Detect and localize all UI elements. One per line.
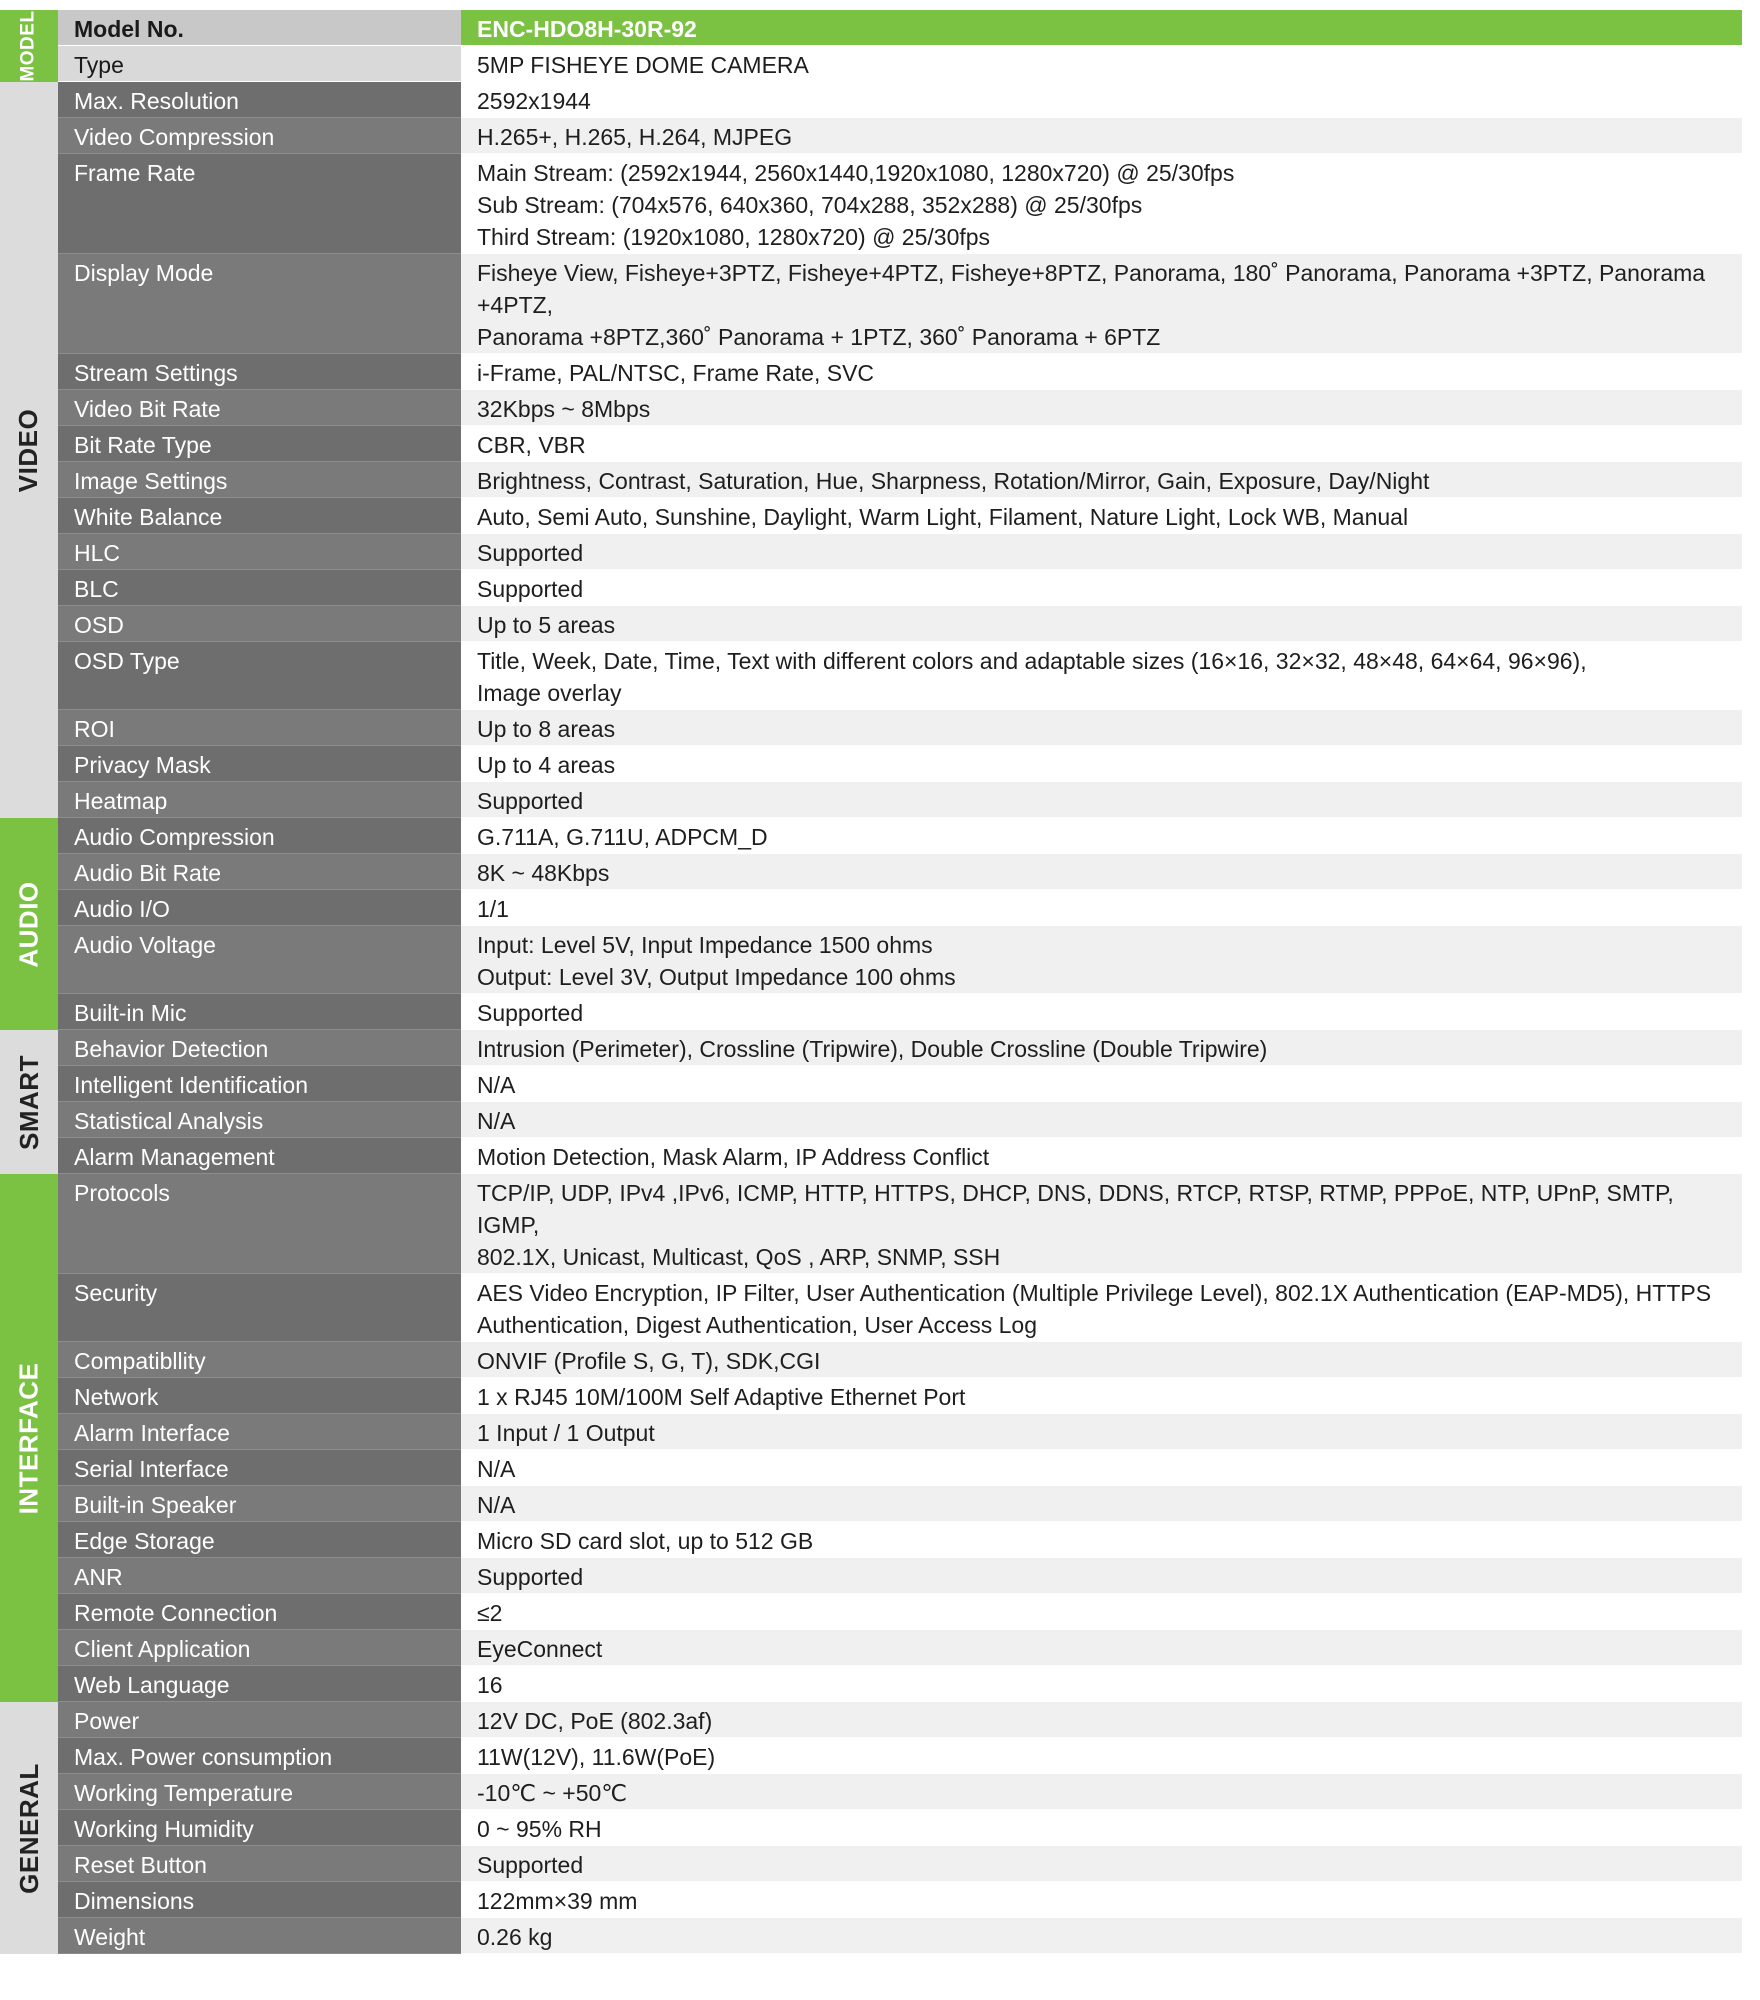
spec-row [58,1378,1760,1414]
spec-value [461,1774,1742,1810]
spec-key: Max. Resolution [58,82,461,118]
spec-value [461,462,1742,498]
spec-row [58,1846,1760,1882]
spec-value-line: Supported [477,540,584,566]
spec-value-line: N/A [477,1456,516,1482]
section-interface [0,1174,1760,1702]
section-rows [58,1174,1760,1702]
spec-row [58,46,1760,82]
spec-key: HLC [58,534,461,570]
spec-row [58,534,1760,570]
section-label-text: INTERFACE [13,1362,44,1514]
section-label-text: SMART [13,1054,44,1150]
section-label [0,1174,58,1702]
spec-row [58,118,1760,154]
spec-value-line: 32Kbps ~ 8Mbps [477,396,651,422]
spec-row [58,1810,1760,1846]
spec-key: Frame Rate [58,154,461,254]
spec-row [58,818,1760,854]
spec-value-line: Panorama +8PTZ,360˚ Panorama + 1PTZ, 360˚ Panorama + 6PTZ [477,324,1161,350]
spec-value [461,746,1742,782]
spec-value [461,994,1742,1030]
spec-value [461,854,1742,890]
spec-value-line: Auto, Semi Auto, Sunshine, Daylight, Warm Light, Filament, Nature Light, Lock WB, Manual [477,504,1409,530]
spec-table [0,10,1760,1954]
spec-value [461,154,1742,254]
spec-value [461,570,1742,606]
spec-key: Behavior Detection [58,1030,461,1066]
spec-key: Edge Storage [58,1522,461,1558]
spec-row [58,390,1760,426]
spec-value [461,354,1742,390]
spec-value [461,390,1742,426]
spec-key: White Balance [58,498,461,534]
spec-value [461,1378,1742,1414]
spec-row [58,1630,1760,1666]
spec-value-line: Up to 5 areas [477,612,616,638]
spec-row [58,710,1760,746]
spec-value-line: Intrusion (Perimeter), Crossline (Tripwire), Double Crossline (Double Tripwire) [477,1036,1268,1062]
spec-key: OSD Type [58,642,461,710]
section-label [0,818,58,1030]
section-label [0,1702,58,1954]
spec-value-line: Supported [477,1564,584,1590]
spec-value [461,1810,1742,1846]
spec-row [58,462,1760,498]
spec-row [58,570,1760,606]
spec-row [58,1882,1760,1918]
spec-row [58,1414,1760,1450]
spec-key: Intelligent Identification [58,1066,461,1102]
spec-value [461,1138,1742,1174]
spec-value-line: N/A [477,1108,516,1134]
spec-row [58,1666,1760,1702]
spec-key: Audio Compression [58,818,461,854]
spec-value-line: ENC-HDO8H-30R-92 [477,16,697,42]
spec-row [58,1486,1760,1522]
spec-value-line: 0 ~ 95% RH [477,1816,602,1842]
spec-row [58,1774,1760,1810]
spec-value [461,1702,1742,1738]
spec-value [461,606,1742,642]
spec-value-line: CBR, VBR [477,432,586,458]
spec-key: Remote Connection [58,1594,461,1630]
spec-row [58,642,1760,710]
spec-value [461,710,1742,746]
spec-value-line: 11W(12V), 11.6W(PoE) [477,1744,716,1770]
spec-value-line: 12V DC, PoE (802.3af) [477,1708,713,1734]
spec-value-line: 5MP FISHEYE DOME CAMERA [477,52,809,78]
spec-row [58,926,1760,994]
section-smart [0,1030,1760,1174]
spec-value [461,890,1742,926]
spec-value [461,642,1742,710]
spec-key: Security [58,1274,461,1342]
spec-key: Video Compression [58,118,461,154]
section-label-text: GENERAL [13,1762,44,1894]
spec-row [58,890,1760,926]
spec-row [58,1066,1760,1102]
section-label-text: VIDEO [13,408,44,492]
spec-value [461,118,1742,154]
spec-row [58,82,1760,118]
spec-value-line: N/A [477,1492,516,1518]
spec-value-line: EyeConnect [477,1636,603,1662]
spec-row [58,1522,1760,1558]
spec-value [461,1342,1742,1378]
spec-value-line: Output: Level 3V, Output Impedance 100 ohms [477,964,956,990]
spec-value [461,1882,1742,1918]
spec-row [58,746,1760,782]
spec-key: Max. Power consumption [58,1738,461,1774]
spec-value [461,1414,1742,1450]
spec-key: Built-in Mic [58,994,461,1030]
spec-key: Alarm Interface [58,1414,461,1450]
spec-key: Web Language [58,1666,461,1702]
spec-value [461,10,1742,46]
spec-value-line: N/A [477,1072,516,1098]
spec-value [461,1630,1742,1666]
spec-row [58,994,1760,1030]
spec-value [461,782,1742,818]
spec-key: Image Settings [58,462,461,498]
spec-value [461,498,1742,534]
spec-row [58,1138,1760,1174]
spec-value-line: -10℃ ~ +50℃ [477,1780,628,1806]
spec-key: OSD [58,606,461,642]
spec-row [58,1738,1760,1774]
spec-key: Power [58,1702,461,1738]
spec-value-line: Micro SD card slot, up to 512 GB [477,1528,814,1554]
spec-value-line: Input: Level 5V, Input Impedance 1500 ohms [477,932,933,958]
spec-row [58,1342,1760,1378]
spec-key: Stream Settings [58,354,461,390]
spec-value-line: ONVIF (Profile S, G, T), SDK,CGI [477,1348,821,1374]
section-label [0,1030,58,1174]
spec-value-line: Up to 8 areas [477,716,616,742]
spec-key: Reset Button [58,1846,461,1882]
spec-key: Type [58,46,461,82]
spec-value [461,1174,1742,1274]
spec-row [58,154,1760,254]
section-label-text: MODEL [18,10,40,82]
section-model [0,10,1760,82]
spec-value-line: 122mm×39 mm [477,1888,638,1914]
spec-value [461,1558,1742,1594]
spec-value [461,1918,1742,1954]
section-label [0,82,58,818]
spec-row [58,1918,1760,1954]
spec-value-line: i-Frame, PAL/NTSC, Frame Rate, SVC [477,360,875,386]
spec-value-line: G.711A, G.711U, ADPCM_D [477,824,768,850]
section-rows [58,1702,1760,1954]
spec-value [461,426,1742,462]
spec-value [461,1666,1742,1702]
spec-row [58,354,1760,390]
spec-value [461,1486,1742,1522]
spec-value-line: Fisheye View, Fisheye+3PTZ, Fisheye+4PTZ, Fisheye+8PTZ, Panorama, 180˚ Panorama, Panorama +3PTZ, Panorama +4PTZ, [477,260,1706,318]
spec-value-line: Brightness, Contrast, Saturation, Hue, Sharpness, Rotation/Mirror, Gain, Exposure, Day/Night [477,468,1430,494]
spec-key: Video Bit Rate [58,390,461,426]
section-label-text: AUDIO [13,880,44,968]
spec-key: Display Mode [58,254,461,354]
spec-value-line: 0.26 kg [477,1924,553,1950]
spec-value [461,254,1742,354]
spec-value-line: Supported [477,576,584,602]
spec-value-line: Supported [477,1000,584,1026]
spec-row [58,1102,1760,1138]
spec-value-line: H.265+, H.265, H.264, MJPEG [477,124,793,150]
spec-key: Built-in Speaker [58,1486,461,1522]
spec-key: Audio Bit Rate [58,854,461,890]
section-rows [58,1030,1760,1174]
spec-value [461,1102,1742,1138]
spec-value [461,1450,1742,1486]
section-audio [0,818,1760,1030]
spec-row [58,254,1760,354]
spec-key: Client Application [58,1630,461,1666]
spec-value [461,82,1742,118]
spec-key: Working Humidity [58,1810,461,1846]
section-general [0,1702,1760,1954]
spec-value-line: 802.1X, Unicast, Multicast, QoS , ARP, SNMP, SSH [477,1244,1001,1270]
spec-key: BLC [58,570,461,606]
spec-value [461,1066,1742,1102]
spec-key: Audio Voltage [58,926,461,994]
spec-key: Weight [58,1918,461,1954]
spec-value-line: Third Stream: (1920x1080, 1280x720) @ 25/30fps [477,224,991,250]
spec-value-line: 16 [477,1672,503,1698]
spec-row [58,782,1760,818]
spec-row [58,426,1760,462]
spec-value [461,1030,1742,1066]
spec-value [461,1522,1742,1558]
spec-row [58,854,1760,890]
spec-value-line: 8K ~ 48Kbps [477,860,610,886]
spec-row [58,1174,1760,1274]
spec-value-line: TCP/IP, UDP, IPv4 ,IPv6, ICMP, HTTP, HTTPS, DHCP, DNS, DDNS, RTCP, RTSP, RTMP, PPPoE, NTP, UPnP, SMTP, IGMP, [477,1180,1674,1238]
spec-value-line: Sub Stream: (704x576, 640x360, 704x288, 352x288) @ 25/30fps [477,192,1143,218]
spec-key: Alarm Management [58,1138,461,1174]
spec-value-line: Motion Detection, Mask Alarm, IP Address Conflict [477,1144,990,1170]
spec-row [58,498,1760,534]
spec-value-line: Supported [477,1852,584,1878]
spec-row [58,1450,1760,1486]
spec-key: Dimensions [58,1882,461,1918]
spec-value [461,1274,1742,1342]
spec-value [461,534,1742,570]
spec-value [461,926,1742,994]
spec-value-line: 2592x1944 [477,88,591,114]
section-rows [58,10,1760,82]
spec-key: Compatibllity [58,1342,461,1378]
spec-row [58,1274,1760,1342]
spec-value-line: Main Stream: (2592x1944, 2560x1440,1920x1080, 1280x720) @ 25/30fps [477,160,1235,186]
spec-value-line: AES Video Encryption, IP Filter, User Authentication (Multiple Privilege Level), 802.1X Authentication (EAP-MD5), HTTPS [477,1280,1712,1306]
spec-value-line: Supported [477,788,584,814]
spec-value-line: Image overlay [477,680,622,706]
spec-value-line: Title, Week, Date, Time, Text with different colors and adaptable sizes (16×16, 32×32, 48×48, 64×64, 96×96), [477,648,1587,674]
spec-row [58,1702,1760,1738]
spec-key: Bit Rate Type [58,426,461,462]
spec-value-line: ≤2 [477,1600,503,1626]
spec-key: Audio I/O [58,890,461,926]
spec-value [461,1594,1742,1630]
spec-row [58,1594,1760,1630]
spec-row [58,606,1760,642]
spec-value-line: Up to 4 areas [477,752,616,778]
spec-value [461,818,1742,854]
spec-row [58,10,1760,46]
section-label [0,10,58,82]
spec-value-line: 1/1 [477,896,509,922]
spec-key: Network [58,1378,461,1414]
spec-value [461,46,1742,82]
spec-value-line: 1 Input / 1 Output [477,1420,655,1446]
spec-value-line: 1 x RJ45 10M/100M Self Adaptive Ethernet Port [477,1384,966,1410]
section-rows [58,82,1760,818]
spec-value-line: Authentication, Digest Authentication, User Access Log [477,1312,1037,1338]
spec-key: Serial Interface [58,1450,461,1486]
spec-key: Protocols [58,1174,461,1274]
spec-key: ROI [58,710,461,746]
section-rows [58,818,1760,1030]
spec-value [461,1738,1742,1774]
spec-row [58,1558,1760,1594]
spec-key: Model No. [58,10,461,46]
spec-key: Working Temperature [58,1774,461,1810]
spec-row [58,1030,1760,1066]
spec-key: Statistical Analysis [58,1102,461,1138]
spec-key: ANR [58,1558,461,1594]
section-video [0,82,1760,818]
spec-key: Privacy Mask [58,746,461,782]
spec-key: Heatmap [58,782,461,818]
spec-value [461,1846,1742,1882]
